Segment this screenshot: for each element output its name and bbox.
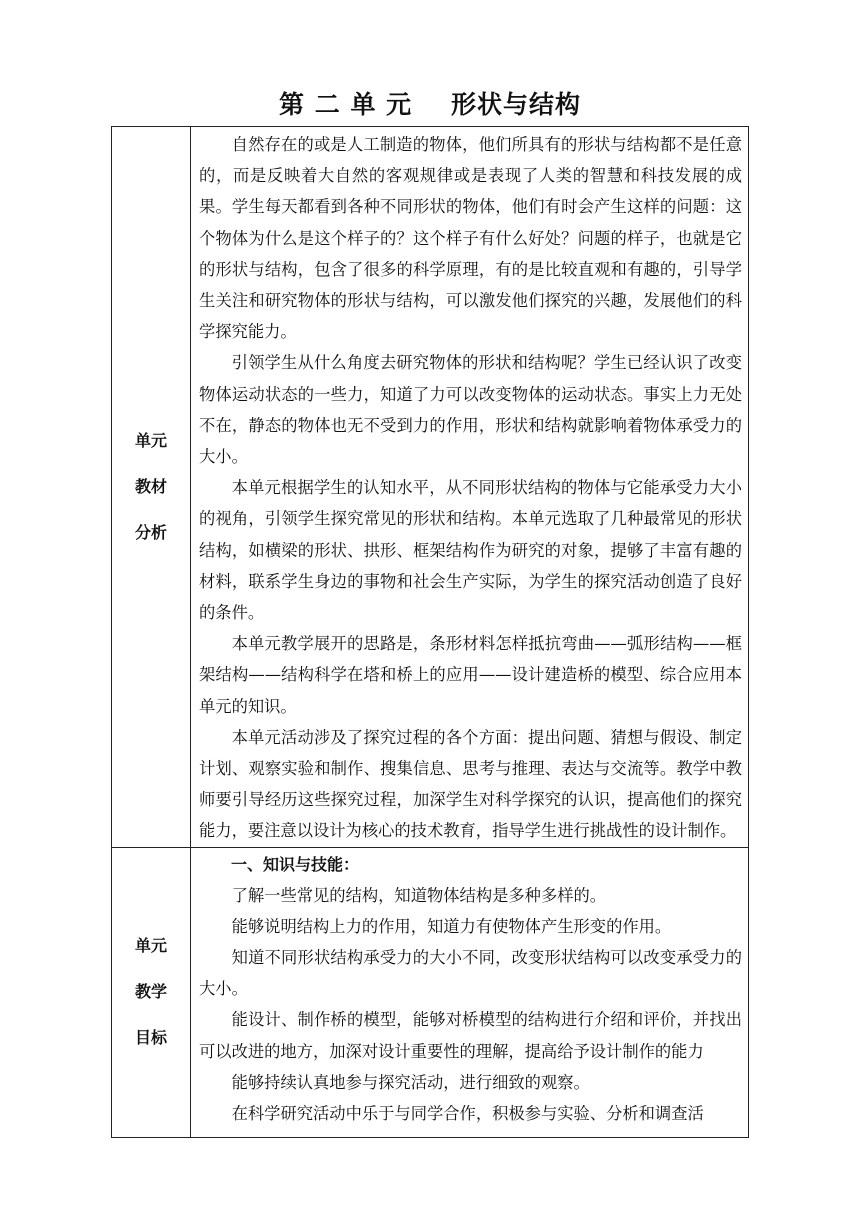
objective-item: 了解一些常见的结构，知道物体结构是多种多样的。: [231, 885, 607, 905]
row-label-line: 分析: [134, 522, 167, 542]
row-label-line: 目标: [134, 1028, 167, 1048]
objectives-wrapper: [199, 850, 742, 1135]
row-label-material-analysis: [112, 418, 190, 556]
row-label-cell: [112, 847, 191, 1137]
material-analysis-content: [191, 127, 749, 848]
analysis-paragraph: 引领学生从什么角度去研究物体的形状和结构呢？学生已经认识了改变物体运动状态的一些力，知道了力可以改变物体的运动状态。事实上力无处不在，静态的物体也无不受到力的作用，形状和结构就影响着物体承受力的大小。: [199, 353, 742, 467]
objectives-heading: 一、知识与技能：: [231, 854, 360, 874]
table-row-material-analysis: [112, 127, 749, 848]
table-row-teaching-objectives: [112, 847, 749, 1137]
objective-item: 能设计、制作桥的模型，能够对桥模型的结构进行介绍和评价，并找出可以改进的地方，加深对设计重要性的理解，提高给予设计制作的能力: [199, 1010, 742, 1061]
analysis-paragraph: 本单元根据学生的认知水平，从不同形状结构的物体与它能承受力大小的视角，引领学生探究常见的形状和结构。本单元选取了几种最常见的形状结构，如横梁的形状、拱形、框架结构作为研究的对象，提够了丰富有趣的材料，联系学生身边的事物和社会生产实际，为学生的探究活动创造了良好的条件。: [199, 478, 742, 623]
row-label-line: 单元: [134, 936, 167, 956]
objective-item: 能够说明结构上力的作用，知道力有使物体产生形变的作用。: [231, 916, 672, 936]
row-label-teaching-objectives: [112, 923, 190, 1061]
teaching-objectives-content: [191, 847, 749, 1137]
row-label-line: 教学: [134, 982, 167, 1002]
objective-item: 在科学研究活动中乐于与同学合作，积极参与实验、分析和调查活: [231, 1104, 704, 1124]
analysis-paragraph: 本单元活动涉及了探究过程的各个方面：提出问题、猜想与假设、制定计划、观察实验和制作、搜集信息、思考与推理、表达与交流等。教学中教师要引导经历这些探究过程，加深学生对科学探究的认识，提高他们的探究能力，要注意以设计为核心的技术教育，指导学生进行挑战性的设计制作。: [199, 727, 742, 841]
analysis-paragraph: 自然存在的或是人工制造的物体，他们所具有的形状与结构都不是任意的，而是反映着大自然的客观规律或是表现了人类的智慧和科技发展的成果。学生每天都看到各种不同形状的物体，他们有时会产生这样的问题：这个物体为什么是这个样子的？这个样子有什么好处？问题的样子，也就是它的形状与结构，包含了很多的科学原理，有的是比较直观和有趣的，引导学生关注和研究物体的形状与结构，可以激发他们探究的兴趣，发展他们的科学探究能力。: [199, 135, 742, 342]
row-label-line: 单元: [134, 430, 167, 450]
objective-item: 知道不同形状结构承受力的大小不同，改变形状结构可以改变承受力的大小。: [199, 948, 742, 999]
row-label-cell: [112, 127, 191, 848]
row-label-line: 教材: [134, 476, 167, 496]
objective-item: 能够持续认真地参与探究活动，进行细致的观察。: [231, 1072, 590, 1092]
unit-table: [111, 126, 749, 1138]
page-title: 第 二 单 元 形状与结构: [279, 90, 581, 119]
analysis-paragraph: 本单元教学展开的思路是，条形材料怎样抵抗弯曲——弧形结构——框架结构——结构科学在塔和桥上的应用——设计建造桥的模型、综合应用本单元的知识。: [199, 634, 742, 716]
